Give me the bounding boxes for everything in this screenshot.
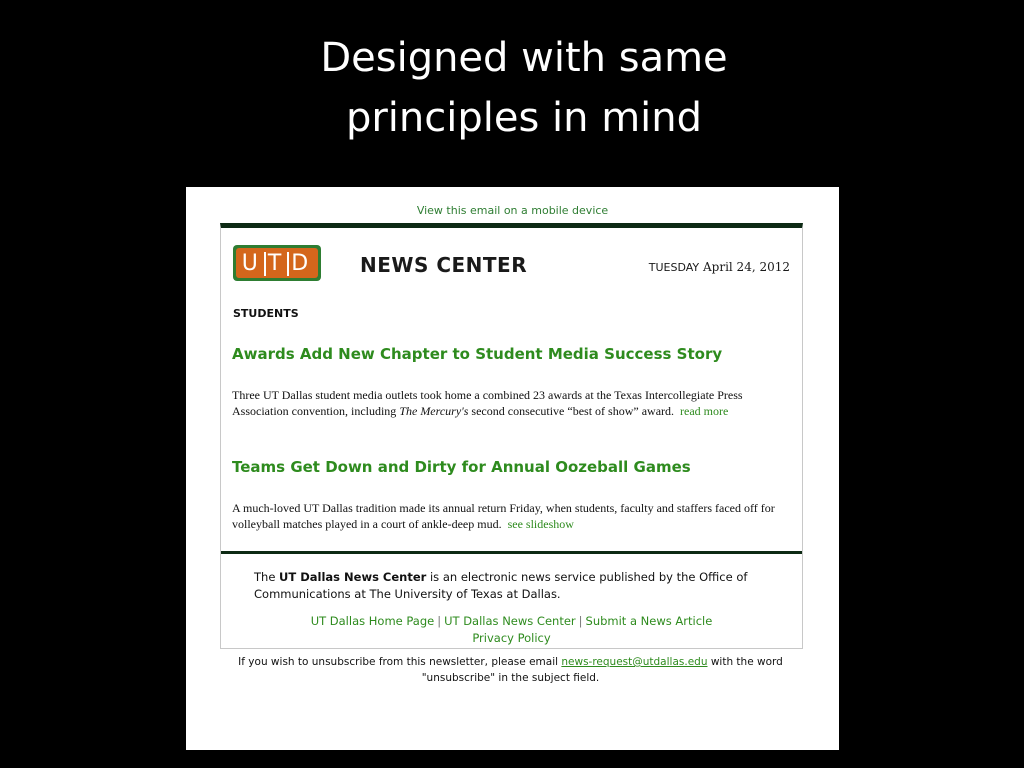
footer-text-start: The [254, 570, 280, 584]
article-summary-2 [232, 500, 792, 532]
slide-title-line-1: Designed with same [320, 35, 728, 81]
article-summary-1-text-end: second consecutive “best of show” award. [468, 404, 675, 418]
article-headline-2[interactable]: Teams Get Down and Dirty for Annual Oozeball Games [232, 458, 691, 476]
read-more-link[interactable]: read more [680, 404, 729, 418]
issue-day: TUESDAY [648, 261, 700, 274]
utd-home-link[interactable]: UT Dallas Home Page [310, 614, 435, 628]
email-screenshot [186, 187, 839, 750]
issue-date [649, 260, 790, 274]
footer-text-end: is an electronic news service published by the Office of Communications at The University of Texas at Dallas. [254, 570, 748, 601]
article-summary-2-text: A much-loved UT Dallas tradition made its annual return Friday, when students, faculty and staffers faced off for volleyball matches played in a court of ankle-deep mud. [232, 501, 775, 531]
footer-text-bold: UT Dallas News Center [279, 570, 427, 584]
footer-description [254, 569, 764, 603]
mobile-view-link[interactable]: View this email on a mobile device [416, 204, 609, 217]
section-label: STUDENTS [233, 307, 299, 320]
unsubscribe-email-link[interactable]: news-request@utdallas.edu [561, 656, 708, 668]
utd-logo[interactable] [233, 245, 321, 281]
unsubscribe-text-start: If you wish to unsubscribe from this newsletter, please email [238, 656, 562, 668]
email-body-box [220, 223, 803, 649]
footer-separator: | [437, 614, 442, 628]
news-center-title: NEWS CENTER [360, 253, 528, 277]
footer-separator: | [578, 614, 583, 628]
footer-divider [221, 551, 802, 554]
utd-logo-inner [236, 248, 318, 278]
article-headline-1[interactable]: Awards Add New Chapter to Student Media Success Story [232, 345, 723, 363]
article-summary-1-text: Three UT Dallas student media outlets took home a combined 23 awards at the Texas Intercollegiate Press Association convention, including [232, 388, 743, 418]
see-slideshow-link[interactable]: see slideshow [507, 517, 574, 531]
utd-logo-text: U T D [241, 250, 313, 276]
article-summary-1 [232, 387, 792, 419]
unsubscribe-text-end: with the word "unsubscribe" in the subject field. [421, 656, 783, 684]
slide-title [0, 28, 1024, 148]
utd-news-center-link[interactable]: UT Dallas News Center [444, 614, 576, 628]
submit-news-article-link[interactable]: Submit a News Article [585, 614, 713, 628]
slide-title-line-2: principles in mind [345, 95, 703, 141]
issue-date-text: April 24, 2012 [702, 260, 790, 274]
footer-links [221, 613, 802, 647]
privacy-policy-link[interactable]: Privacy Policy [472, 631, 551, 645]
article-summary-1-italic: The Mercury's [399, 404, 469, 418]
unsubscribe-notice [220, 654, 801, 686]
